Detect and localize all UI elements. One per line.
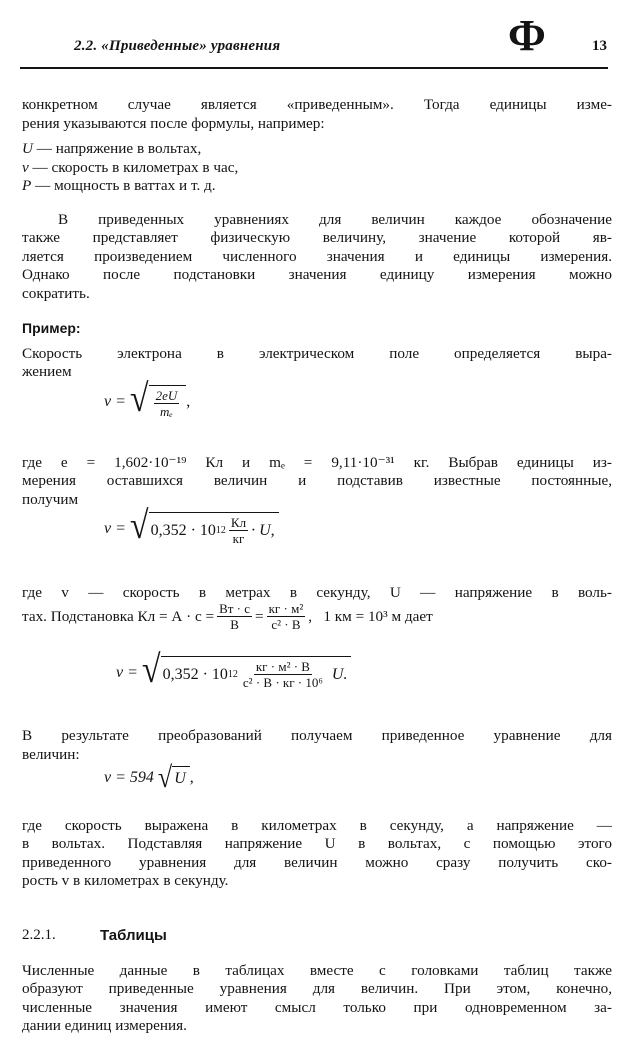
radical-sign: √ bbox=[141, 648, 161, 692]
exponent: 12 bbox=[227, 669, 238, 680]
numerator: кг · м² bbox=[268, 601, 304, 616]
example-label: Пример: bbox=[22, 320, 81, 336]
section-number: 2.2.1. bbox=[22, 927, 56, 943]
radicand bbox=[149, 512, 279, 546]
list-item-text: — напряжение в вольтах, bbox=[32, 140, 202, 157]
square-root bbox=[157, 760, 190, 795]
text-line: В результате преобразований получаем приведенное уравнение для bbox=[22, 727, 612, 744]
formula-velocity-units bbox=[116, 648, 351, 692]
text-line: конкретном случае является «приведенным». Тогда единицы изме- bbox=[22, 96, 612, 113]
text-line: получим bbox=[22, 491, 79, 508]
formula-lhs: v = bbox=[104, 520, 126, 537]
formula-lhs: v = bbox=[116, 664, 138, 681]
radical-sign: √ bbox=[157, 760, 173, 795]
text-line: жением bbox=[22, 363, 72, 380]
formula-tail: , bbox=[189, 768, 194, 786]
text-line: сократить. bbox=[22, 285, 90, 302]
text-line: мерения оставшихся величин и подставив известные постоянные, bbox=[22, 472, 612, 489]
list-item bbox=[22, 177, 612, 195]
fraction-watt bbox=[217, 601, 252, 632]
denominator: с² · В bbox=[271, 617, 301, 632]
numerator: Кл bbox=[230, 515, 247, 530]
text-line: ляется произведением численного значения и единицы измерения. bbox=[22, 248, 612, 265]
radical-sign: √ bbox=[129, 504, 149, 548]
fraction-kg bbox=[267, 601, 306, 632]
text-segment: , 1 км = 10³ м дает bbox=[308, 607, 433, 625]
numerator: Вт · с bbox=[219, 601, 251, 616]
coefficient: 0,352 · 10 bbox=[162, 665, 228, 683]
text-line: численные значения имеют смысл только при одновременном за- bbox=[22, 999, 612, 1016]
list-item bbox=[22, 159, 612, 177]
text-line: в вольтах. Подставляя напряжение U в вольтах, с помощью этого bbox=[22, 835, 612, 852]
square-root bbox=[129, 377, 186, 421]
page-number: 13 bbox=[592, 38, 607, 54]
header-rule bbox=[20, 67, 608, 69]
list-item-text: — скорость в километрах в час, bbox=[28, 159, 239, 176]
text-line: дании единиц измерения. bbox=[22, 1017, 187, 1034]
formula-reduced bbox=[104, 760, 194, 795]
square-root bbox=[141, 648, 352, 692]
text-line: В приведенных уравнениях для величин каждое обозначение bbox=[58, 211, 612, 228]
fraction bbox=[229, 515, 248, 546]
coefficient: 0,352 · 10 bbox=[150, 521, 216, 539]
text-line: где v — скорость в метрах в секунду, U — напряжение в воль- bbox=[22, 584, 612, 601]
denominator: В bbox=[230, 617, 239, 632]
fraction bbox=[154, 388, 180, 419]
symbol-p: P bbox=[22, 177, 32, 194]
list-item-text: — мощность в ваттах и т. д. bbox=[31, 177, 216, 194]
text-line: рость v в километрах в секунду. bbox=[22, 872, 229, 889]
numerator: 2eU bbox=[155, 388, 178, 403]
formula-tail: · U, bbox=[251, 521, 275, 539]
text-line: величин: bbox=[22, 746, 80, 763]
radicand bbox=[161, 656, 352, 690]
radicand bbox=[149, 385, 187, 419]
text-line: Скорость электрона в электрическом поле определяется выра- bbox=[22, 345, 612, 362]
exponent: 12 bbox=[215, 525, 226, 536]
symbol-u: U bbox=[22, 140, 33, 157]
numerator: кг · м² · В bbox=[255, 659, 310, 674]
list-item bbox=[22, 140, 612, 158]
radical-sign: √ bbox=[129, 377, 149, 421]
section-title: Таблицы bbox=[100, 927, 167, 944]
chapter-symbol: Ф bbox=[508, 11, 546, 60]
fraction bbox=[241, 659, 325, 690]
denominator: mₑ bbox=[160, 404, 173, 419]
text-line: рения указываются после формулы, например: bbox=[22, 115, 325, 132]
text-line: где скорость выражена в километрах в секунду, а напряжение — bbox=[22, 817, 612, 834]
text-segment: тах. Подстановка Кл = А · с = bbox=[22, 607, 215, 625]
square-root bbox=[129, 504, 279, 548]
running-header: 2.2. «Приведенные» уравнения bbox=[74, 38, 281, 54]
formula-lhs: v = 594 bbox=[104, 768, 154, 786]
formula-tail: U. bbox=[331, 665, 348, 683]
denominator: с² · В · кг · 10⁶ bbox=[242, 675, 323, 690]
text-line: приведенного уравнения для величин можно сразу получить ско- bbox=[22, 854, 612, 871]
formula-lhs: v = bbox=[104, 393, 126, 410]
substitution-line bbox=[22, 601, 433, 632]
formula-velocity bbox=[104, 377, 191, 421]
text-line: образуют приведенные уравнения для величин. При этом, конечно, bbox=[22, 980, 612, 997]
formula-velocity-numeric bbox=[104, 504, 279, 548]
text-line: также представляет физическую величину, значение которой яв- bbox=[22, 229, 612, 246]
equals-sign: = bbox=[255, 607, 264, 625]
text-line: Однако после подстановки значения единицу измерения можно bbox=[22, 266, 612, 283]
denominator: кг bbox=[232, 531, 245, 546]
symbol-v: v bbox=[22, 159, 29, 176]
formula-tail: , bbox=[186, 393, 191, 410]
radicand: U bbox=[172, 766, 190, 789]
text-line: где e = 1,602·10⁻¹⁹ Кл и mₑ = 9,11·10⁻³¹ кг. Выбрав единицы из- bbox=[22, 454, 612, 471]
text-line: Численные данные в таблицах вместе с головками таблиц также bbox=[22, 962, 612, 979]
